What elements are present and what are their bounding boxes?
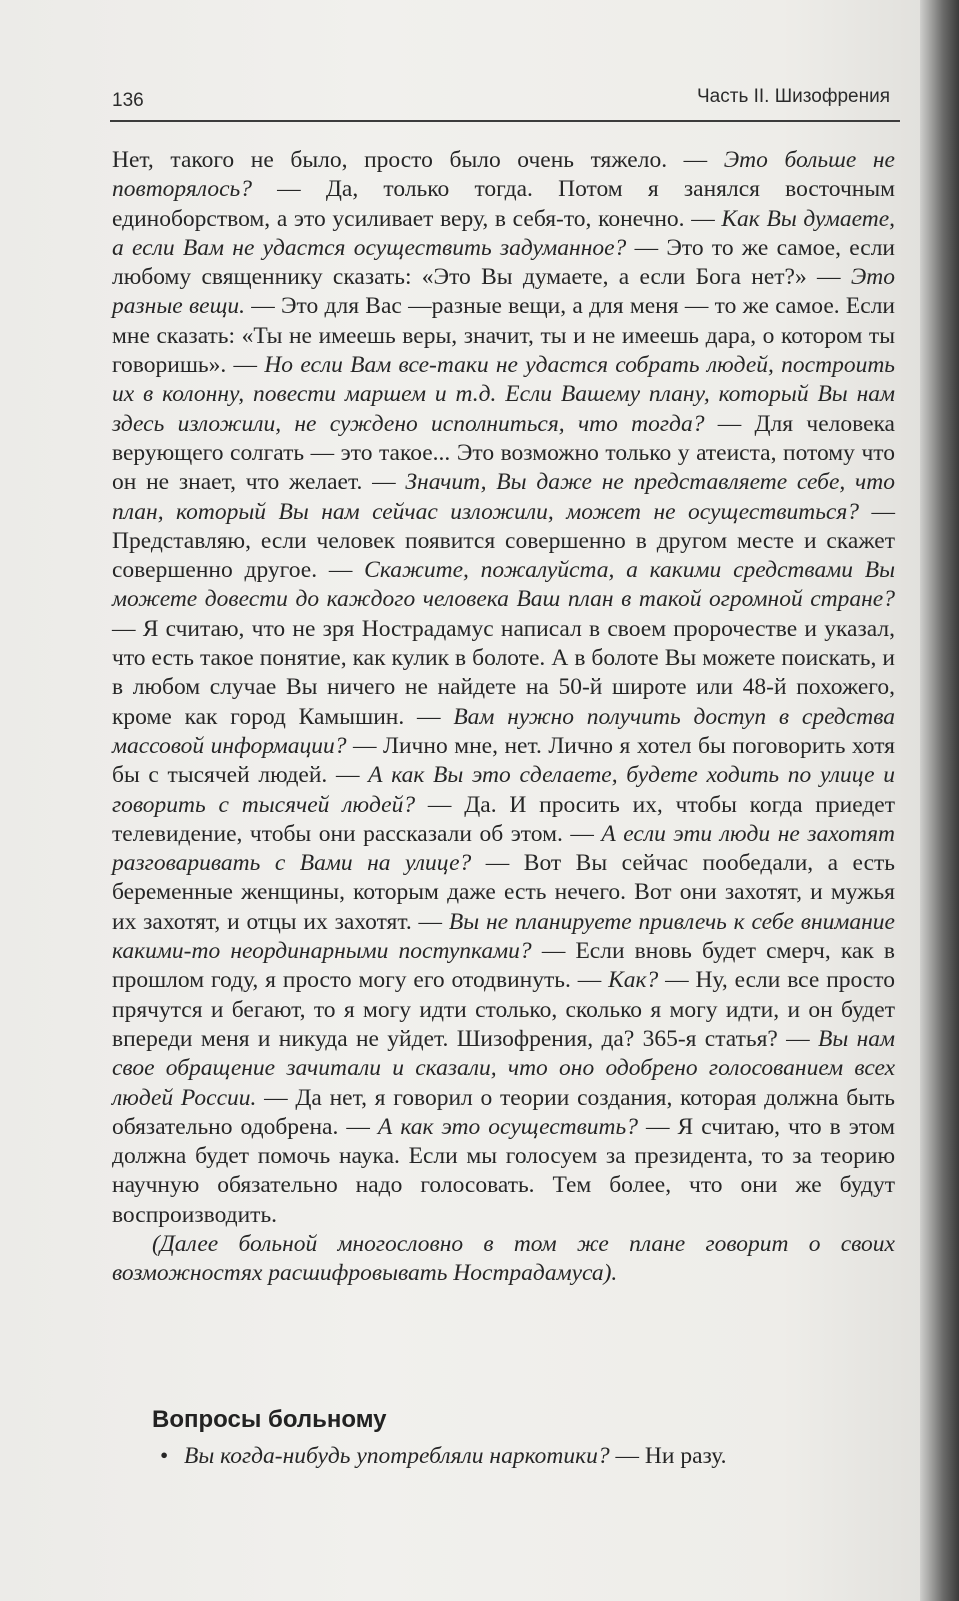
questions-list — [160, 1442, 860, 1471]
interviewer-question: А как это осуществить? — [377, 1113, 638, 1140]
patient-answer: — Да нет, я говорил о теории создания, которая должна быть обязательно одобрена. — — [112, 1084, 895, 1140]
patient-answer: — Это то же самое, если любому священнику сказать: «Это Вы думаете, а если Бога нет?» — — [112, 234, 895, 291]
patient-answer: — Если вновь будет смерч, как в прошлом году, я просто могу его отодвинуть. — — [112, 938, 895, 994]
interviewer-question: Как Вы думаете, а если Вам не удастся осуществить задуманное? — [112, 205, 895, 261]
interviewer-question: Вам нужно получить доступ в средства массовой информации? — [112, 703, 895, 759]
answer-text: — Ни разу. — [609, 1443, 727, 1469]
bullet-icon: • — [160, 1443, 169, 1469]
patient-answer: — Лично мне, нет. Лично я хотел бы поговорить хотя бы с тысячей людей. — — [112, 732, 895, 789]
patient-answer: — Ну, если все просто прячутся и бегают, то я могу идти столько, сколько я могу идти, и он будет впереди меня и никуда не уйдет. Шизофрения, да? 365-я статья? — — [112, 967, 895, 1052]
interviewer-question: Значит, Вы даже не представляете себе, что план, который Вы нам сейчас изложили, может не осуществиться? — [112, 469, 895, 525]
interviewer-question: Это больше не повторялось? — [112, 147, 895, 203]
interviewer-question: Вы нам свое обращение зачитали и сказали, что оно одобрено голосованием всех людей России. — [112, 1025, 895, 1111]
interviewer-question: Но если Вам все-таки не удастся собрать людей, построить их в колонну, повести маршем и т.д. Если Вашему плану, который Вы нам здесь изложили, не суждено исполниться, что тогда? — [112, 352, 895, 437]
book-spine — [920, 0, 959, 1601]
page-number: 136 — [112, 90, 144, 111]
interviewer-question: А как Вы это сделаете, будете ходить по улице и говорить с тысячей людей? — [112, 762, 895, 818]
patient-answer: — Это для Вас —разные вещи, а для меня — то же самое. Если мне сказать: «Ты не имеешь веры, значит, ты и не имеешь дара, о котором ты говоришь». — — [112, 293, 895, 379]
editor-note: (Далее больной многословно в том же плане говорит о своих возможностях расшифровывать Нострадамуса). — [112, 1230, 895, 1287]
interview-paragraph — [112, 146, 895, 1230]
interviewer-question: Как? — [608, 967, 659, 994]
interviewer-question: Это разные вещи. — [112, 264, 895, 320]
running-head: Часть II. Шизофрения — [697, 86, 890, 107]
patient-answer: — Представляю, если человек появится совершенно в другом месте и скажет совершенно другое. — — [112, 498, 896, 584]
section-title: Вопросы больному — [152, 1406, 387, 1433]
patient-answer: Нет, такого не было, просто было очень тяжело. — — [112, 147, 724, 173]
question-text: Вы когда-нибудь употребляли наркотики? — [184, 1443, 610, 1469]
patient-answer: — Да, только тогда. Потом я занялся восточным единоборством, а это усиливает веру, в себя-то, конечно. — — [112, 176, 895, 232]
patient-answer: — Вот Вы сейчас пообедали, а есть беременные женщины, которым даже есть нечего. Вот они захотят, и мужья их захотят, и отцы их захотят. — — [112, 850, 895, 935]
patient-answer: — Да. И просить их, чтобы когда приедет телевидение, чтобы они рассказали об этом. — — [112, 791, 895, 847]
patient-answer: — Я считаю, что в этом должна будет помочь наука. Если мы голосуем за президента, то за теорию научную обязательно надо голосовать. Тем более, что они же будут воспроизводить. — [112, 1113, 895, 1228]
interviewer-question: А если эти люди не захотят разговаривать с Вами на улице? — [112, 820, 895, 877]
list-item — [160, 1442, 860, 1471]
body-text — [112, 146, 895, 1289]
patient-answer: — Я считаю, что не зря Нострадамус написал в своем пророчестве и указал, что есть такое понятие, как кулик в болоте. А в болоте Вы можете поискать, и в любом случае Вы ничего не найдете на 50-й широте или 48-й похожего, кроме как город Камышин. — — [112, 615, 895, 730]
interviewer-question: Вы не планируете привлечь к себе внимание какими-то неординарными поступками? — [112, 908, 895, 965]
interviewer-question: Скажите, пожалуйста, а какими средствами Вы можете довести до каждого человека Ваш план в такой огромной стране? — [112, 557, 895, 613]
patient-answer: — Для человека верующего солгать — это такое... Это возможно только у атеиста, потому что он не знает, что желает. — — [112, 410, 895, 496]
page-header — [110, 84, 900, 122]
